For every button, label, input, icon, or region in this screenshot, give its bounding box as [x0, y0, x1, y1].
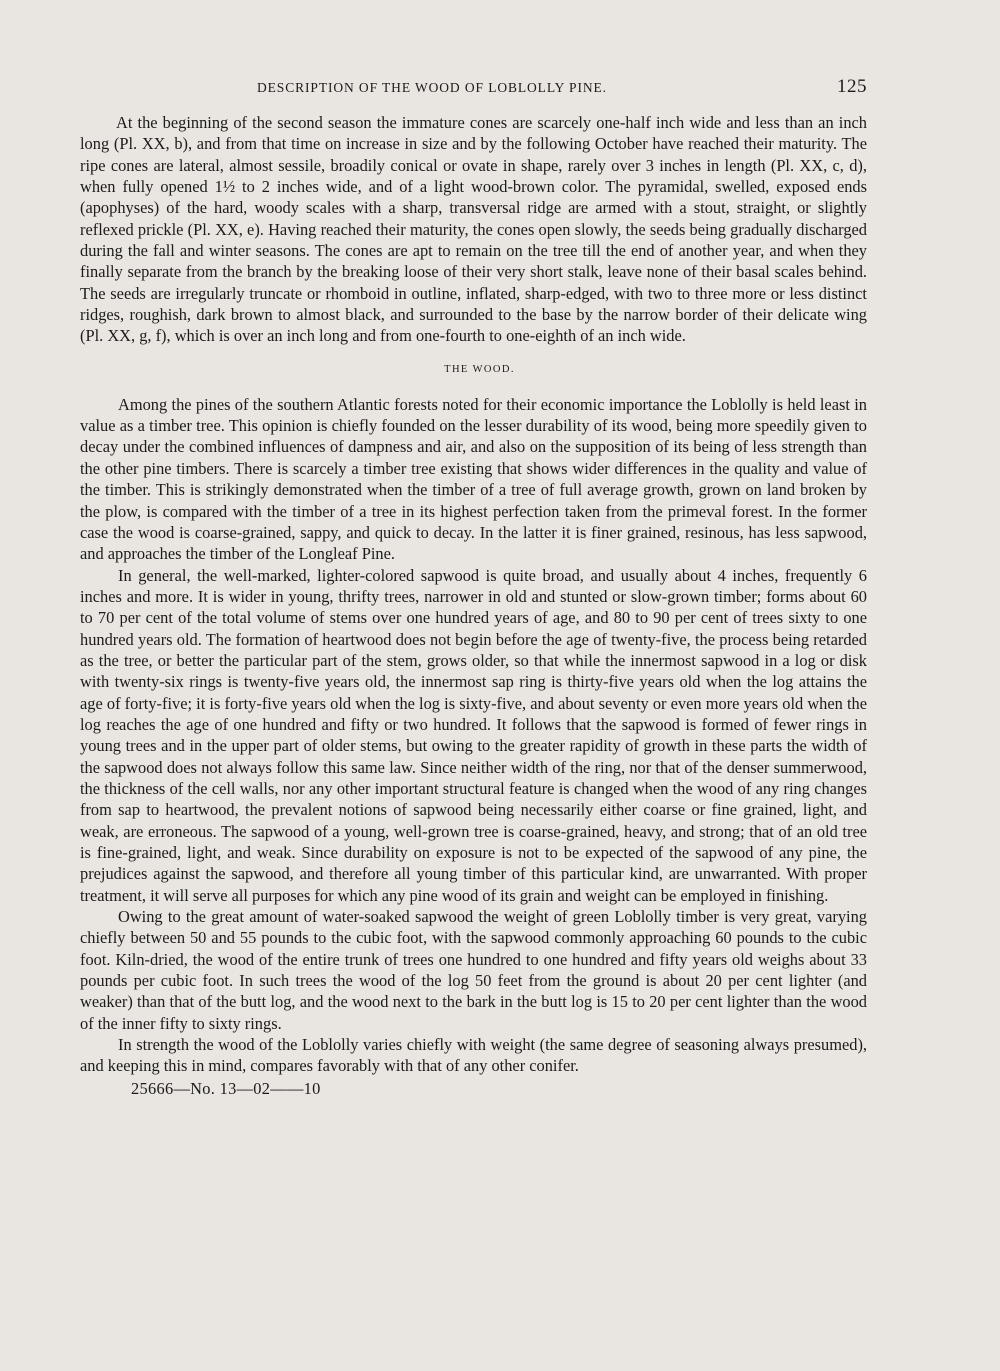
paragraph-strength: In strength the wood of the Loblolly varies chiefly with weight (the same degree of seasoning always presumed), and keeping this in mind, compares favorably with that of any other conifer.: [80, 1035, 867, 1076]
running-title: DESCRIPTION OF THE WOOD OF LOBLOLLY PINE.: [257, 80, 607, 95]
paragraph-sapwood: In general, the well-marked, lighter-colored sapwood is quite broad, and usually about 4 inches, frequently 6 inches and more. It is wider in young, thrifty trees, narrower in old and stunted or slow-grown timber; forms about 60 to 70 per cent of the total volume of stems over one hundred years of age, and 80 to 90 per cent of trees sixty to one hundred years old. The formation of heartwood does not begin before the age of twenty-five, the process being retarded as the tree, or better the particular part of the stem, grows older, so that while the innermost sapwood in a log or disk with twenty-six rings is twenty-five years old, the innermost sap ring is thirty-five years old when the log attains the age of forty-five; it is forty-five years old when the log is sixty-five, and about seventy or even more years old when the log reaches the age of one hundred and fifty or two hundred. It follows that the sapwood is formed of fewer rings in young trees and in the upper part of older stems, but owing to the greater rapidity of growth in these parts the width of the sapwood does not always follow this same law. Since neither width of the ring, nor that of the denser summerwood, the thickness of the cell walls, nor any other important structural feature is changed when the wood of any ring changes from sap to heartwood, the prevalent notions of sapwood being necessarily either coarse or fine grained, light, and weak, are erroneous. The sapwood of a young, well-grown tree is coarse-grained, heavy, and strong; that of an old tree is fine-grained, light, and weak. Since durability on exposure is not to be expected of the sapwood of any pine, the prejudices against the sapwood, and therefore all young timber of this particular kind, are unwarranted. With proper treatment, it will serve all purposes for which any pine wood of its grain and weight can be employed in finishing.: [80, 565, 867, 905]
section-heading-the-wood: THE WOOD.: [444, 363, 515, 375]
signature-mark: 25666—No. 13—02——10: [131, 1078, 321, 1098]
running-head: [80, 76, 867, 104]
paragraph-cones: At the beginning of the second season the immature cones are scarcely one-half inch wide and less than an inch long (Pl. XX, b), and from that time on increase in size and by the following October have reached their maturity. The ripe cones are lateral, almost sessile, broadily conical or ovate in shape, rarely over 3 inches in length (Pl. XX, c, d), when fully opened 1½ to 2 inches wide, and of a light wood-brown color. The pyramidal, swelled, exposed ends (apophyses) of the hard, woody scales with a sharp, transversal ridge are armed with a stout, straight, or slightly reflexed prickle (Pl. XX, e). Having reached their maturity, the cones open slowly, the seeds being gradually discharged during the fall and winter seasons. The cones are apt to remain on the tree till the end of another year, and when they finally separate from the branch by the breaking loose of their very short stalk, leave none of their basal scales behind. The seeds are irregularly truncate or rhomboid in outline, inflated, sharp-edged, with two to three more or less distinct ridges, roughish, dark brown to almost black, and surrounded to the base by the narrow border of their delicate wing (Pl. XX, g, f), which is over an inch long and from one-fourth to one-eighth of an inch wide.: [80, 113, 867, 346]
paragraph-timber-value: Among the pines of the southern Atlantic forests noted for their economic importance the Loblolly is held least in value as a timber tree. This opinion is chiefly founded on the lesser durability of its wood, being more speedily given to decay under the combined influences of dampness and air, and also on the supposition of its being of less strength than the other pine timbers. There is scarcely a timber tree existing that shows wider differences in the quality and value of the timber. This is strikingly demonstrated when the timber of a tree of full average growth, grown on land broken by the plow, is compared with the timber of a tree in its highest perfection taken from the primeval forest. In the former case the wood is coarse-grained, sappy, and quick to decay. In the latter it is finer grained, resinous, has less sapwood, and approaches the timber of the Longleaf Pine.: [80, 394, 867, 564]
paragraph-weight: Owing to the great amount of water-soaked sapwood the weight of green Loblolly timber is very great, varying chiefly between 50 and 55 pounds to the cubic foot, with the sapwood commonly approaching 60 pounds to the cubic foot. Kiln-dried, the wood of the entire trunk of trees one hundred to one hundred and fifty years old weighs about 33 pounds per cubic foot. In such trees the wood of the log 50 feet from the ground is about 20 per cent lighter (and weaker) than that of the butt log, and the wood next to the bark in the butt log is 15 to 20 per cent lighter than the wood of the inner fifty to sixty rings.: [80, 907, 867, 1033]
page-number: 125: [837, 76, 867, 97]
